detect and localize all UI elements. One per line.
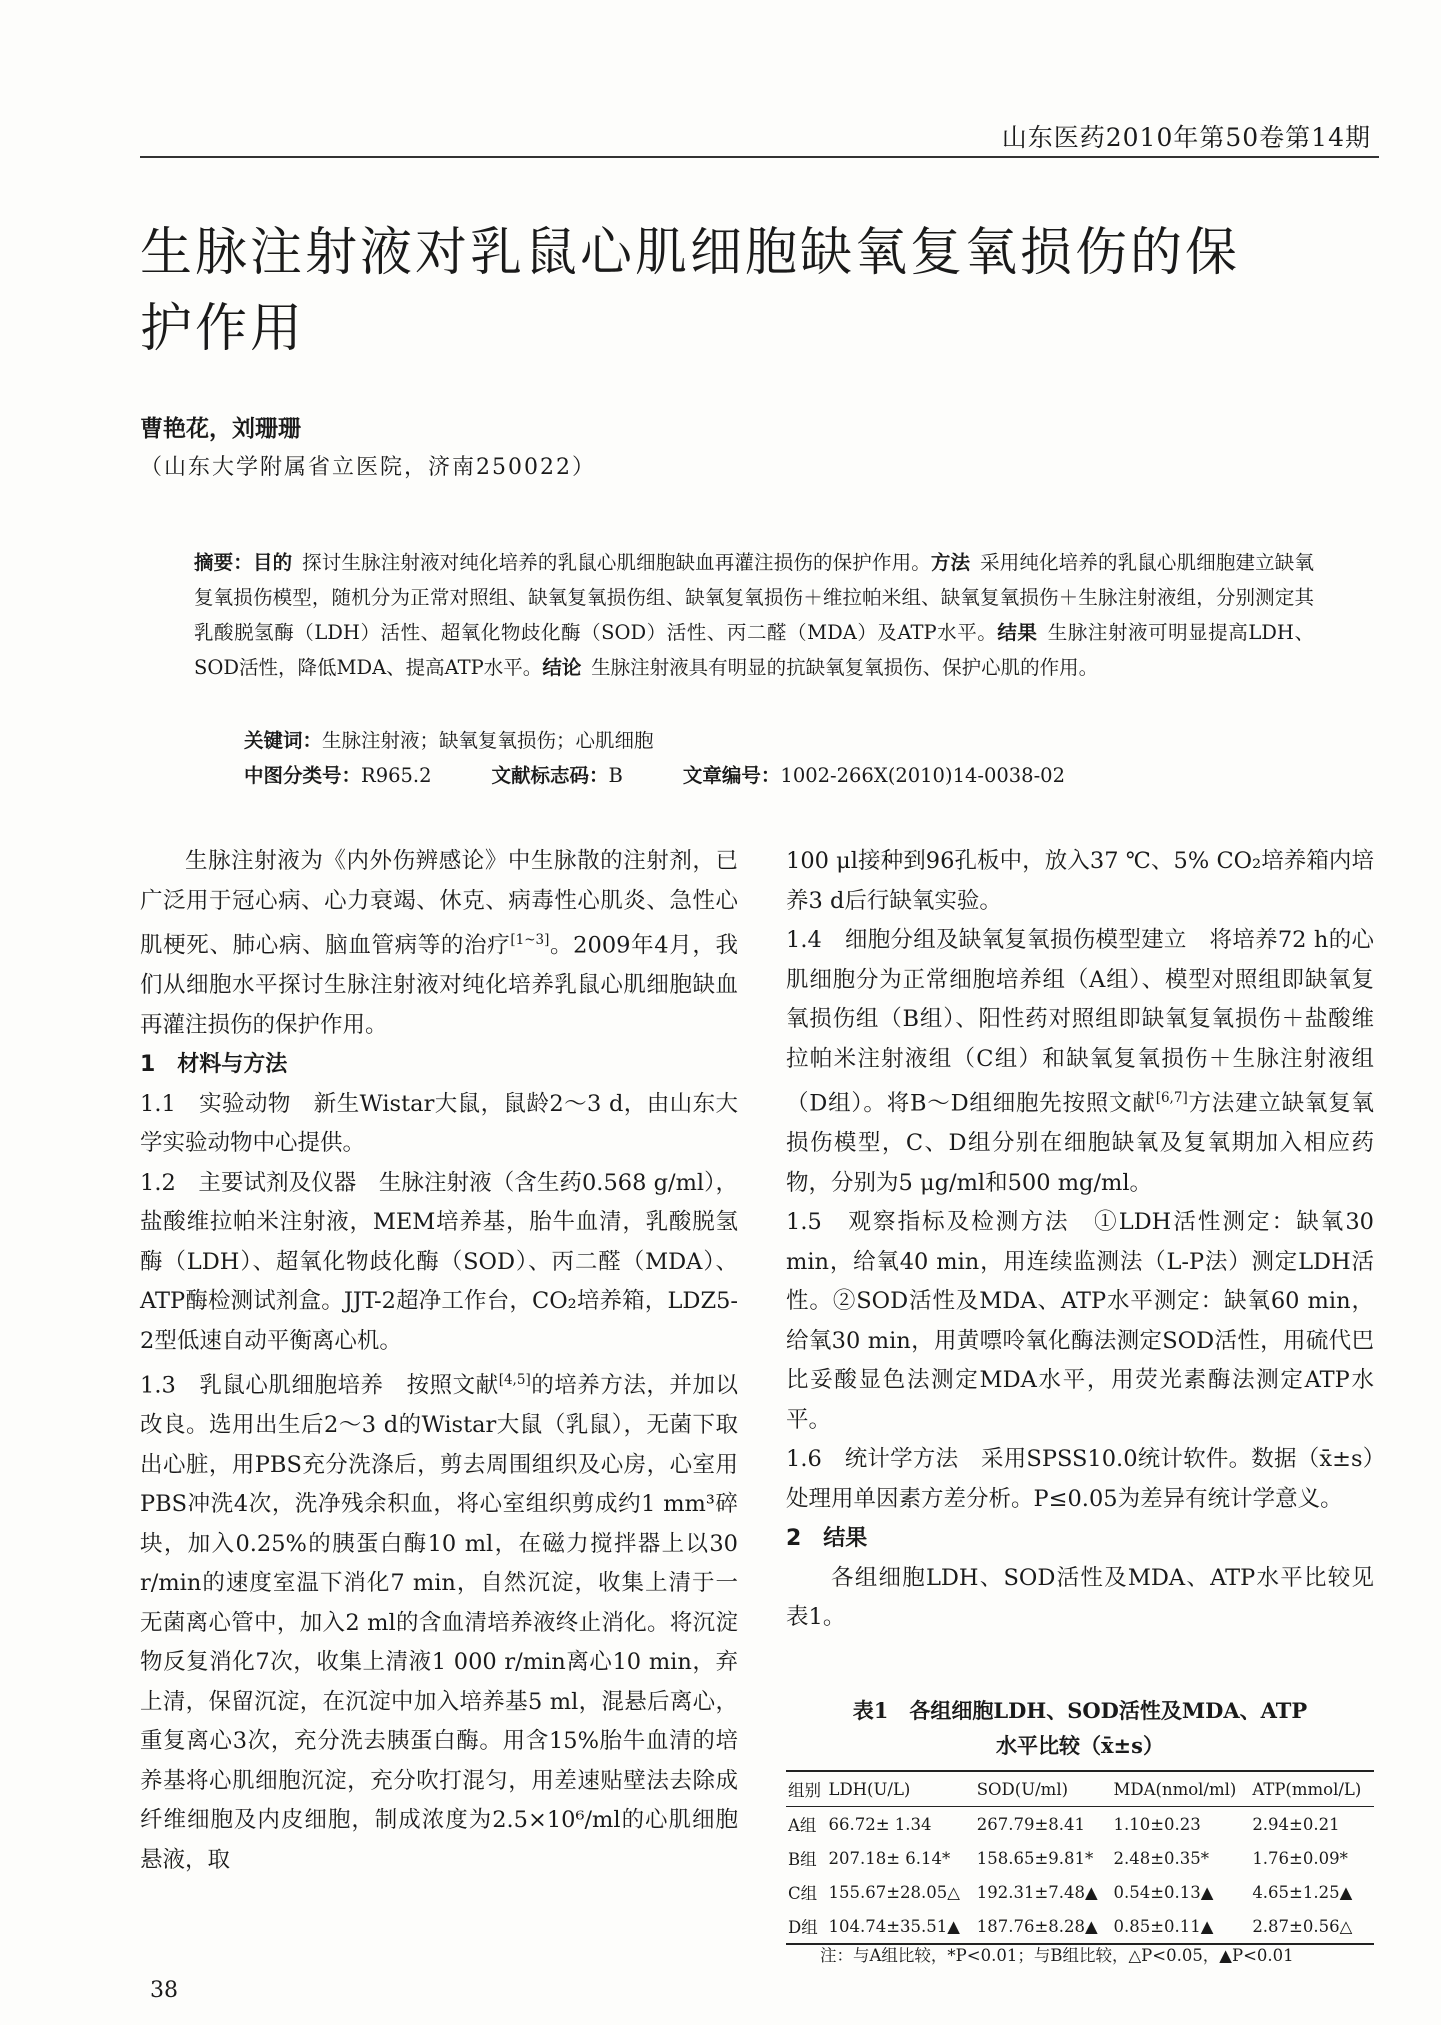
- doc-value: B: [608, 764, 623, 787]
- article-authors: 曹艳花，刘珊珊: [140, 415, 301, 442]
- table-cell: 4.65±1.25▲: [1252, 1882, 1353, 1902]
- intro-ref: [1~3]: [510, 932, 550, 948]
- keywords-text: 生脉注射液；缺氧复氧损伤；心肌细胞: [322, 729, 654, 752]
- abstract-result: 生脉注射液可明显提高LDH、SOD活性，降低MDA、提高ATP水平。: [194, 621, 1314, 679]
- s13-text-a: 1.3 乳鼠心肌细胞培养 按照文献: [140, 1372, 499, 1399]
- body-column-right: [786, 842, 1374, 1638]
- table-header-cell: LDH(U/L): [826, 1771, 974, 1807]
- table-cell: A组: [788, 1816, 817, 1835]
- table-header-cell: SOD(U/ml): [975, 1771, 1112, 1807]
- table-cell: 158.65±9.81*: [976, 1848, 1094, 1868]
- abstract-result-label: 结果: [997, 621, 1038, 644]
- table-header-cell: ATP(mmol/L): [1250, 1771, 1374, 1807]
- article-affiliation: （山东大学附属省立医院，济南250022）: [140, 455, 596, 480]
- section-1-3: [140, 1361, 738, 1880]
- s14-ref: [6,7]: [1155, 1090, 1188, 1106]
- table-cell: 66.72± 1.34: [828, 1814, 932, 1834]
- table-cell: 192.31±7.48▲: [976, 1882, 1098, 1902]
- doc-label: 文献标志码：: [491, 764, 609, 787]
- section-1-4: [786, 921, 1374, 1203]
- table-cell: 1.10±0.23: [1113, 1814, 1201, 1834]
- s13-text-b: 的培养方法，并加以改良。选用出生后2～3 d的Wistar大鼠（乳鼠），无菌下取出心脏，用PBS充分洗涤后，剪去周围组织及心房，心室用PBS冲洗4次，洗净残余积血，将心室组织剪成约1 mm³碎块，加入0.25%的胰蛋白酶10 ml，在磁力搅拌器上以30 r/min的速度室温下消化7 min，自然沉淀，收集上清于一无菌离心管中，加入2 ml的含血清培养液终止消化。将沉淀物反复消化7次，收集上清液1 000 r/min离心10 min，弃上清，保留沉淀，在沉淀中加入培养基5 ml，混悬后离心，重复离心3次，充分洗去胰蛋白酶。用含15%胎牛血清的培养基将心肌细胞沉淀，充分吹打混匀，用差速贴壁法去除成纤维细胞及内皮细胞，制成浓度为2.5×10⁶/ml的心肌细胞悬液，取: [140, 1372, 738, 1873]
- clc-value: R965.2: [361, 764, 432, 787]
- section-1-1: 1.1 实验动物 新生Wistar大鼠，鼠龄2～3 d，由山东大学实验动物中心提供。: [140, 1090, 738, 1156]
- section-1-3-cont: 100 μl接种到96孔板中，放入37 ℃、5% CO₂培养箱内培养3 d后行缺氧实验。: [786, 848, 1374, 914]
- s14-text-a: 1.4 细胞分组及缺氧复氧损伤模型建立 将培养72 h的心肌细胞分为正常细胞培养组（A组）、模型对照组即缺氧复氧损伤组（B组）、阳性药对照组即缺氧复氧损伤＋盐酸维拉帕米注射液组（C组）和缺氧复氧损伤＋生脉注射液组（D组）。将B～D组细胞先按照文献: [786, 927, 1374, 1117]
- section-1-heading: 1 材料与方法: [140, 1052, 288, 1077]
- s13-ref: [4,5]: [498, 1372, 531, 1388]
- section-2-text: 各组细胞LDH、SOD活性及MDA、ATP水平比较见表1。: [786, 1564, 1374, 1630]
- table-row: [786, 1909, 1374, 1944]
- table-cell: C组: [788, 1884, 818, 1903]
- table-title-line-1: 表1 各组细胞LDH、SOD活性及MDA、ATP: [852, 1698, 1308, 1723]
- table-cell: 104.74±35.51▲: [826, 1909, 974, 1944]
- table-header-row: [786, 1771, 1374, 1807]
- table-cell: 187.76±8.28▲: [975, 1909, 1112, 1944]
- abstract: [194, 545, 1314, 685]
- intro-paragraph: [140, 842, 738, 1045]
- table-cell: 267.79±8.41: [976, 1814, 1086, 1834]
- table-row: [786, 1875, 1374, 1909]
- table-cell: B组: [788, 1850, 817, 1869]
- table-cell: 207.18± 6.14*: [828, 1848, 951, 1868]
- intro-text-b: 。2009年4月，我们从细胞水平探讨生脉注射液对纯化培养乳鼠心肌细胞缺血再灌注损伤的保护作用。: [140, 932, 738, 1038]
- table-title-line-2: 水平比较（x̄±s）: [996, 1733, 1164, 1758]
- abstract-method: 采用纯化培养的乳鼠心肌细胞建立缺氧复氧损伤模型，随机分为正常对照组、缺氧复氧损伤组、缺氧复氧损伤＋维拉帕米组、缺氧复氧损伤＋生脉注射液组，分别测定其乳酸脱氢酶（LDH）活性、超氧化物歧化酶（SOD）活性、丙二醛（MDA）及ATP水平。: [194, 551, 1314, 644]
- abstract-conclusion: 生脉注射液具有明显的抗缺氧复氧损伤、保护心肌的作用。: [591, 656, 1099, 679]
- table-cell: D组: [786, 1909, 826, 1944]
- abstract-conclusion-label: 结论: [542, 656, 582, 679]
- table-row: [786, 1841, 1374, 1875]
- classification: [244, 760, 1244, 788]
- section-1-2: 1.2 主要试剂及仪器 生脉注射液（含生药0.568 g/ml），盐酸维拉帕米注射液，MEM培养基，胎牛血清，乳酸脱氢酶（LDH）、超氧化物歧化酶（SOD）、丙二醛（MDA）、ATP酶检测试剂盒。JJT-2超净工作台，CO₂培养箱，LDZ5-2型低速自动平衡离心机。: [140, 1169, 738, 1354]
- table-cell: 2.94±0.21: [1252, 1814, 1340, 1834]
- body-column-left: [140, 842, 738, 1880]
- table-header-cell: 组别: [786, 1771, 826, 1807]
- table-cell: 0.54±0.13▲: [1113, 1882, 1214, 1902]
- abstract-label: 摘要：目的: [194, 551, 293, 574]
- header-rule: [140, 156, 1379, 158]
- section-1-5: 1.5 观察指标及检测方法 ①LDH活性测定：缺氧30 min，给氧40 min，用连续监测法（L-P法）测定LDH活性。②SOD活性及MDA、ATP水平测定：缺氧60 min，给氧30 min，用黄嘌呤氧化酶法测定SOD活性，用硫代巴比妥酸显色法测定MDA水平，用荧光素酶法测定ATP水平。: [786, 1209, 1374, 1433]
- abstract-method-label: 方法: [930, 551, 971, 574]
- article-title: 生脉注射液对乳鼠心肌细胞缺氧复氧损伤的保护作用: [140, 223, 1241, 359]
- abstract-objective: 探讨生脉注射液对纯化培养的乳鼠心肌细胞缺血再灌注损伤的保护作用。: [302, 551, 931, 574]
- section-2-heading: 2 结果: [786, 1526, 868, 1551]
- journal-header: 山东医药2010年第50卷第14期: [1001, 123, 1371, 152]
- table-cell: 155.67±28.05△: [828, 1882, 960, 1902]
- page-number: 38: [150, 1978, 178, 2003]
- table-header-cell: MDA(nmol/ml): [1111, 1771, 1250, 1807]
- table-cell: 1.76±0.09*: [1252, 1848, 1348, 1868]
- table-note: 注：与A组比较，*P<0.01；与B组比较，△P<0.05，▲P<0.01: [820, 1946, 1294, 1965]
- table-cell: 2.48±0.35*: [1113, 1848, 1210, 1868]
- keywords: [244, 725, 654, 753]
- article-no-value: 1002-266X(2010)14-0038-02: [780, 764, 1065, 787]
- table-cell: 0.85±0.11▲: [1111, 1909, 1250, 1944]
- keywords-label: 关键词：: [244, 729, 323, 752]
- results-table: [786, 1770, 1374, 1945]
- section-1-6: 1.6 统计学方法 采用SPSS10.0统计软件。数据（x̄±s）处理用单因素方差分析。P≤0.05为差异有统计学意义。: [786, 1446, 1374, 1512]
- table-title: [786, 1693, 1374, 1763]
- table-cell: 2.87±0.56△: [1250, 1909, 1374, 1944]
- clc-label: 中图分类号：: [244, 764, 362, 787]
- intro-text-a: 生脉注射液为《内外伤辨感论》中生脉散的注射剂，已广泛用于冠心病、心力衰竭、休克、病毒性心肌炎、急性心肌梗死、肺心病、脑血管病等的治疗: [140, 848, 738, 959]
- table-row: [786, 1807, 1374, 1842]
- s14-text-b: 方法建立缺氧复氧损伤模型，C、D组分别在细胞缺氧及复氧期加入相应药物，分别为5 μg/ml和500 mg/ml。: [786, 1090, 1374, 1196]
- article-no-label: 文章编号：: [682, 764, 781, 787]
